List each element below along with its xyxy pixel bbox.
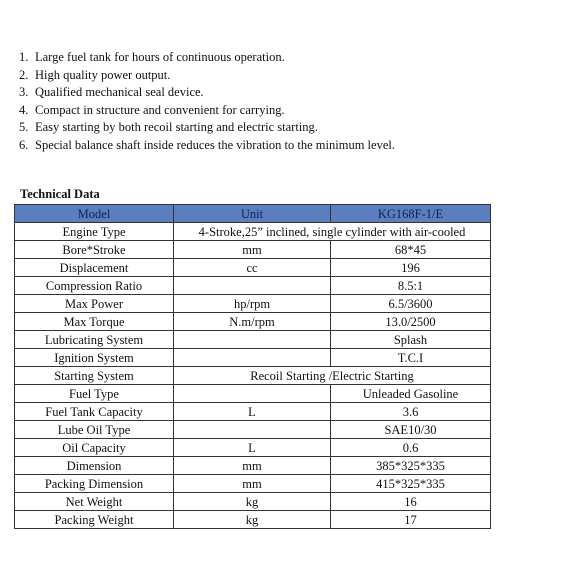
table-row: [15, 367, 491, 385]
table-row: [15, 223, 491, 241]
param-cell: Max Torque: [15, 313, 174, 331]
feature-number: 3.: [19, 85, 29, 100]
param-cell: Starting System: [15, 367, 174, 385]
table-row: [15, 439, 491, 457]
unit-cell: kg: [174, 493, 331, 511]
table-row: [15, 259, 491, 277]
value-cell: 3.6: [331, 403, 491, 421]
feature-text: High quality power output.: [35, 67, 171, 82]
feature-item: [19, 137, 564, 155]
param-cell: Bore*Stroke: [15, 241, 174, 259]
feature-item: [19, 84, 564, 102]
param-cell: Max Power: [15, 295, 174, 313]
table-row: [15, 241, 491, 259]
table-row: [15, 349, 491, 367]
feature-text: Special balance shaft inside reduces the vibration to the minimum level.: [35, 137, 395, 152]
table-row: [15, 313, 491, 331]
merged-cell: Recoil Starting /Electric Starting: [174, 367, 491, 385]
unit-cell: kg: [174, 511, 331, 529]
unit-cell: [174, 421, 331, 439]
feature-number: 5.: [19, 120, 29, 135]
param-cell: Packing Dimension: [15, 475, 174, 493]
table-row: [15, 493, 491, 511]
param-cell: Packing Weight: [15, 511, 174, 529]
table-row: [15, 403, 491, 421]
feature-item: [19, 49, 564, 67]
param-cell: Ignition System: [15, 349, 174, 367]
feature-number: 4.: [19, 102, 29, 117]
unit-cell: [174, 385, 331, 403]
feature-item: [19, 67, 564, 85]
param-cell: Fuel Tank Capacity: [15, 403, 174, 421]
param-cell: Lubricating System: [15, 331, 174, 349]
value-cell: 196: [331, 259, 491, 277]
section-title: Technical Data: [20, 187, 100, 201]
feature-text: Compact in structure and convenient for carrying.: [35, 102, 285, 117]
table-row: [15, 385, 491, 403]
param-cell: Engine Type: [15, 223, 174, 241]
table-row: [15, 421, 491, 439]
feature-number: 1.: [19, 50, 29, 64]
header-model: Model: [15, 205, 174, 223]
param-cell: Dimension: [15, 457, 174, 475]
header-unit: Unit: [174, 205, 331, 223]
value-cell: 415*325*335: [331, 475, 491, 493]
feature-number: 6.: [19, 137, 29, 152]
unit-cell: L: [174, 439, 331, 457]
feature-text: Large fuel tank for hours of continuous operation.: [35, 50, 285, 64]
unit-cell: [174, 277, 331, 295]
table-row: [15, 295, 491, 313]
unit-cell: hp/rpm: [174, 295, 331, 313]
table-row: [15, 475, 491, 493]
table-row: [15, 511, 491, 529]
param-cell: Fuel Type: [15, 385, 174, 403]
param-cell: Lube Oil Type: [15, 421, 174, 439]
value-cell: 13.0/2500: [331, 313, 491, 331]
feature-list: [19, 49, 564, 155]
value-cell: 6.5/3600: [331, 295, 491, 313]
feature-number: 2.: [19, 67, 29, 82]
value-cell: 0.6: [331, 439, 491, 457]
param-cell: Displacement: [15, 259, 174, 277]
unit-cell: mm: [174, 475, 331, 493]
technical-data-table: [14, 204, 491, 529]
unit-cell: mm: [174, 457, 331, 475]
feature-item: [19, 119, 564, 137]
merged-cell: 4-Stroke,25” inclined, single cylinder with air-cooled: [174, 223, 491, 241]
value-cell: Splash: [331, 331, 491, 349]
unit-cell: cc: [174, 259, 331, 277]
feature-text: Qualified mechanical seal device.: [35, 85, 204, 100]
feature-item: [19, 102, 564, 120]
value-cell: SAE10/30: [331, 421, 491, 439]
unit-cell: [174, 349, 331, 367]
unit-cell: [174, 331, 331, 349]
param-cell: Compression Ratio: [15, 277, 174, 295]
value-cell: 16: [331, 493, 491, 511]
param-cell: Oil Capacity: [15, 439, 174, 457]
value-cell: Unleaded Gasoline: [331, 385, 491, 403]
table-row: [15, 331, 491, 349]
unit-cell: N.m/rpm: [174, 313, 331, 331]
value-cell: 8.5:1: [331, 277, 491, 295]
table-row: [15, 277, 491, 295]
value-cell: 17: [331, 511, 491, 529]
table-row: [15, 457, 491, 475]
unit-cell: mm: [174, 241, 331, 259]
table-header-row: [15, 205, 491, 223]
header-model-number: KG168F-1/E: [331, 205, 491, 223]
value-cell: 385*325*335: [331, 457, 491, 475]
value-cell: 68*45: [331, 241, 491, 259]
unit-cell: L: [174, 403, 331, 421]
feature-text: Easy starting by both recoil starting and electric starting.: [35, 120, 318, 135]
value-cell: T.C.I: [331, 349, 491, 367]
param-cell: Net Weight: [15, 493, 174, 511]
